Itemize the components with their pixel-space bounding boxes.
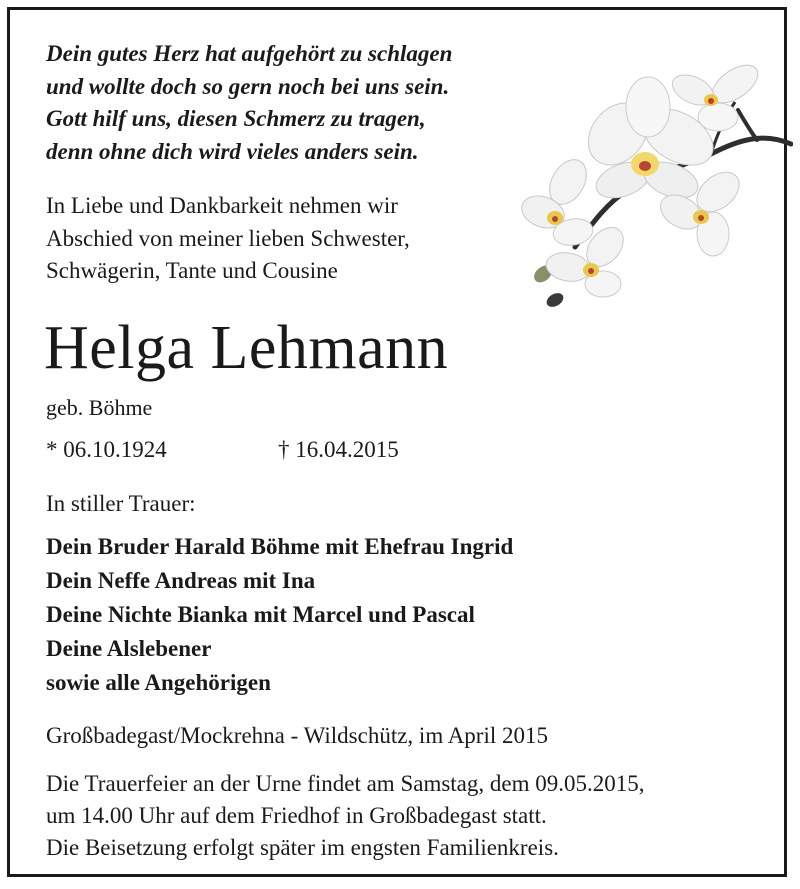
- maiden-name: geb. Böhme: [46, 395, 153, 420]
- service-line-1: Die Trauerfeier an der Urne findet am Samstag, dem 09.05.2015,: [46, 771, 645, 796]
- mourner-line: Deine Nichte Bianka mit Marcel und Pascal: [46, 602, 475, 627]
- farewell-intro: [46, 190, 410, 288]
- deceased-name: Helga Lehmann: [44, 314, 449, 382]
- place-and-date: Großbadegast/Mockrehna - Wildschütz, im April 2015: [46, 723, 548, 748]
- intro-line-3: Schwägerin, Tante und Cousine: [46, 258, 338, 283]
- verse-line-4: denn ohne dich wird vieles anders sein.: [46, 138, 419, 164]
- mourner-line: Dein Bruder Harald Böhme mit Ehefrau Ingrid: [46, 534, 514, 559]
- obituary-notice: [7, 7, 787, 877]
- intro-line-1: In Liebe und Dankbarkeit nehmen wir: [46, 193, 398, 218]
- mourner-line: sowie alle Angehörigen: [46, 670, 271, 695]
- service-line-3: Die Beisetzung erfolgt später im engsten Familienkreis.: [46, 835, 559, 860]
- service-info: [46, 768, 644, 864]
- verse-line-3: Gott hilf uns, diesen Schmerz zu tragen,: [46, 106, 426, 131]
- death-date: † 16.04.2015: [278, 437, 399, 462]
- memorial-verse: [46, 38, 452, 168]
- mourning-label: In stiller Trauer:: [46, 491, 196, 516]
- verse-line-1: Dein gutes Herz hat aufgehört zu schlagen: [46, 41, 453, 66]
- verse-line-2: und wollte doch so gern noch bei uns sein.: [46, 73, 450, 99]
- mourners-list: [46, 530, 513, 700]
- birth-date: * 06.10.1924: [46, 437, 167, 462]
- mourner-line: Deine Alslebener: [46, 636, 212, 661]
- intro-line-2: Abschied von meiner lieben Schwester,: [46, 225, 410, 251]
- white-orchid-icon: [513, 62, 793, 312]
- service-line-2: um 14.00 Uhr auf dem Friedhof in Großbadegast statt.: [46, 803, 547, 828]
- mourner-line: Dein Neffe Andreas mit Ina: [46, 568, 316, 593]
